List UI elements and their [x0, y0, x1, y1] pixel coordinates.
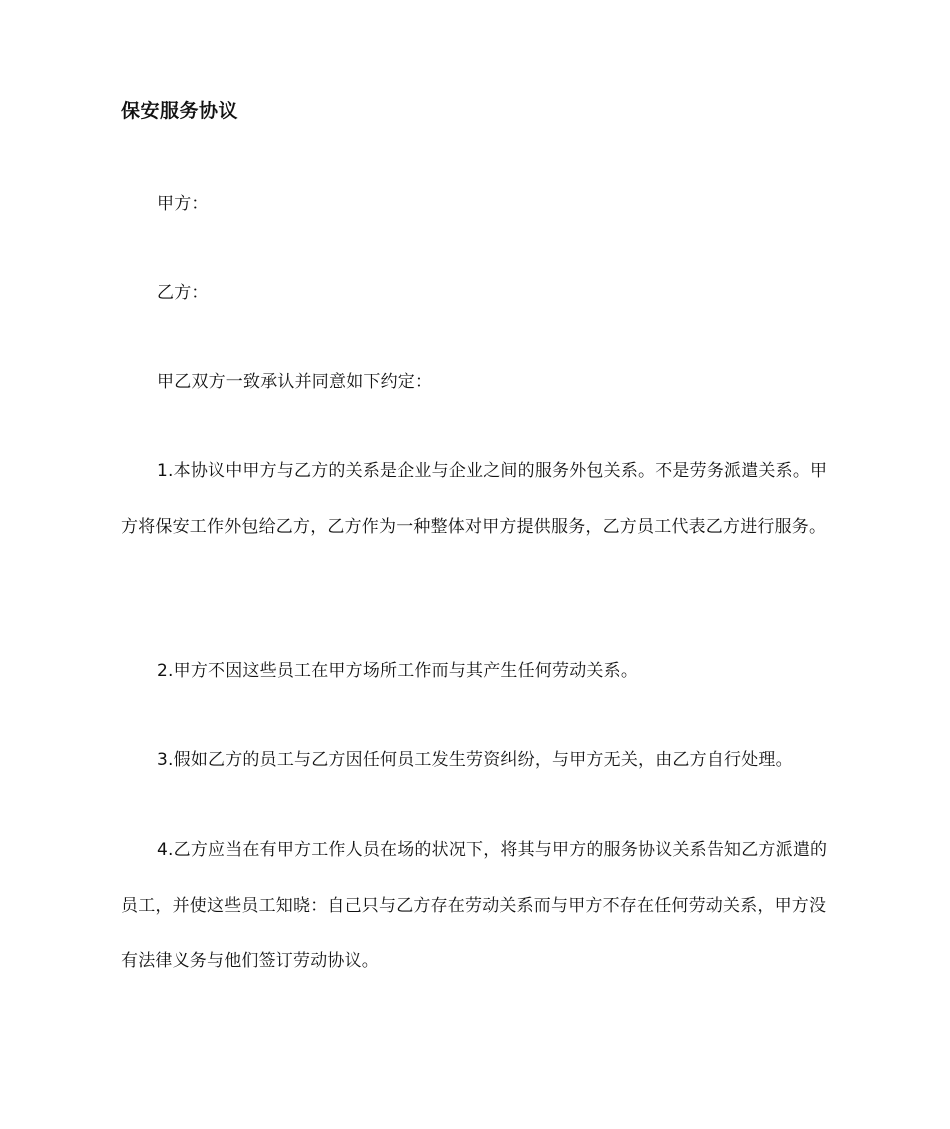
clause-2: 2.甲方不因这些员工在甲方场所工作而与其产生任何劳动关系。	[157, 661, 639, 681]
agreement-intro: 甲乙双方一致承认并同意如下约定：	[157, 372, 433, 392]
clause-3: 3.假如乙方的员工与乙方因任何员工发生劳资纠纷，与甲方无关，由乙方自行处理。	[157, 750, 793, 770]
clause-4: 4.乙方应当在有甲方工作人员在场的状况下，将其与甲方的服务协议关系告知乙方派遣的员工，并使这些员工知晓：自己只与乙方存在劳动关系而与甲方不存在任何劳动关系，甲方没有法律义务与他们签订劳动协议。	[121, 840, 828, 971]
clause-1: 1.本协议中甲方与乙方的关系是企业与企业之间的服务外包关系。不是劳务派遣关系。甲方将保安工作外包给乙方，乙方作为一种整体对甲方提供服务，乙方员工代表乙方进行服务。	[121, 461, 828, 537]
document-title: 保安服务协议	[121, 100, 239, 122]
party-b-line: 乙方：	[157, 283, 209, 303]
party-a-line: 甲方：	[157, 194, 209, 214]
